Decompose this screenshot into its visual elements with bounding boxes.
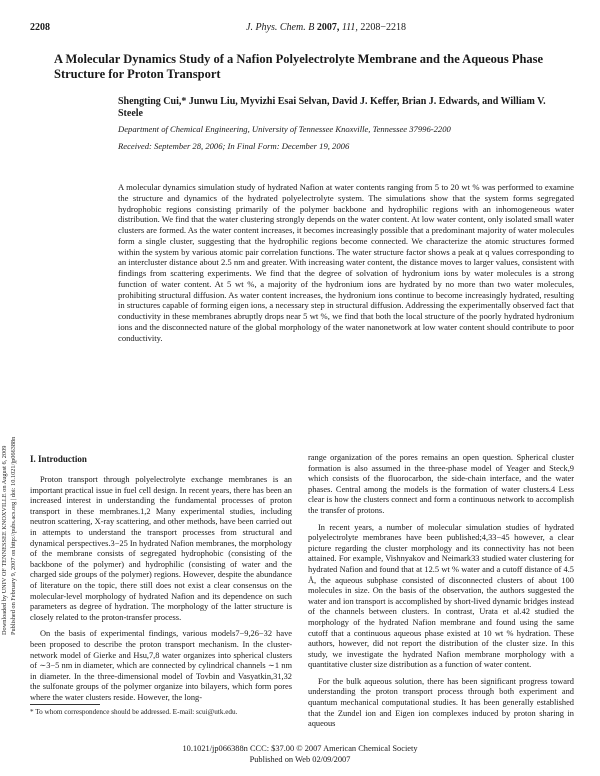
right-column xyxy=(308,453,574,730)
footnote-divider xyxy=(30,704,100,705)
received-dates: Received: September 28, 2006; In Final Form: December 19, 2006 xyxy=(118,141,350,151)
journal-pages: 2208−2218 xyxy=(360,22,406,33)
journal-citation xyxy=(246,22,406,33)
abstract: A molecular dynamics simulation study of hydrated Nafion at water contents ranging from 5 to 20 wt % was performed to examine the structure and dynamics of the hydrated polyelectrolyte system. The simulations show that the system forms segregated hydrophobic regions consisting primarily of the polymer backbone and hydrophilic regions with an inhomogeneous water distribution. We find that the water clustering strongly depends on the water content. At low water content, only isolated small water clusters are formed. As the water content increases, it becomes increasingly possible that a predominant majority of water molecules form a single cluster, suggesting that the hydrophilic regions become connected. We characterize the atomic structures formed within the system by various atomic pair correlation functions. The water structure factor shows a peak at q values corresponding to an intercluster distance about 2.5 nm and greater. With increasing water content, the distance moves to larger values, consistent with findings from scattering experiments. We find that the degree of solvation of hydronium ions by water molecules is a strong function of water content. At 5 wt %, a majority of the hydronium ions are hydrated by no more than two water molecules, prohibiting structural diffusion. As water content increases, the hydronium ions continue to become increasingly hydrated, resulting in structures capable of forming eigen ions, a necessary step in structural diffusion. Addressing the experimentally observed fact that conductivity in these membranes abruptly drops near 5 wt %, we find that both the local structure of the poorly hydrated hydronium ions and the disconnected nature of the global morphology of the water nanonetwork at low water content should contribute to poor conductivity. xyxy=(118,182,574,343)
journal-volume: 111, xyxy=(341,22,358,33)
download-watermark: Downloaded by UNIV OF TENNESSEE KNOXVILLE on August 6, 2009 xyxy=(1,445,8,635)
article-title: A Molecular Dynamics Study of a Nafion Polyelectrolyte Membrane and the Aqueous Phase Structure for Proton Transport xyxy=(54,52,544,81)
paragraph: On the basis of experimental findings, various models7−9,26−32 have been proposed to describe the proton transport mechanism. In the cluster-network model of Gierke and Hsu,7,8 water organizes into spherical clusters of ∼3−5 nm in diameter, which are connected by cylindrical channels ∼1 nm in diameter. In the three-dimensional model of Tovbin and Vasyatkin,31,32 the sulfonate groups of the polymer organize into bilayers, which form pores where the water clusters reside. However, the long- xyxy=(30,629,292,702)
published-date: Published on Web 02/09/2007 xyxy=(249,755,351,764)
journal-year: 2007, xyxy=(316,22,340,33)
page-number: 2208 xyxy=(30,22,50,33)
author-list: Shengting Cui,* Junwu Liu, Myvizhi Esai Selvan, David J. Keffer, Brian J. Edwards, and William V. Steele xyxy=(118,96,546,119)
journal-name: J. Phys. Chem. B xyxy=(246,22,315,33)
paragraph: For the bulk aqueous solution, there has been significant progress toward understanding the proton transport process through both experiment and quantum mechanical computational studies. It has been generally established that the Zundel ion and Eigen ion complexes induced by proton sharing in aqueous xyxy=(308,676,574,729)
introduction-heading: I. Introduction xyxy=(30,454,87,464)
doi-copyright: 10.1021/jp066388n CCC: $37.00 © 2007 American Chemical Society xyxy=(182,744,418,753)
publication-watermark: Published on February 9, 2007 on http://pubs.acs.org | doi: 10.1021/jp066388n xyxy=(10,436,17,635)
paragraph: Proton transport through polyelectrolyte exchange membranes is an important practical issue in fuel cell design. In recent years, there has been an increased interest in understanding the fundamental processes of proton transport in these membranes.1,2 Many experimental studies, including neutron scattering, X-ray scattering, and other methods, have been carried out in attempts to understand the transport processes from structural and dynamical perspectives.3−25 In hydrated Nafion membranes, the morphology of the membrane consists of segregated hydrophobic (consisting of the backbone of the polymer) and hydrophilic (consisting of water and the charged side groups of the polymer) regions. However, despite the abundance of literature on the topic, there still does not exist a clear consensus on the molecular-level morphology of hydrated Nafion and its dependence on such parameters as degree of hydration. The morphology of the latter structure is closely related to the proton-transfer process. xyxy=(30,475,292,622)
correspondence-footnote: * To whom correspondence should be addressed. E-mail: scui@utk.edu. xyxy=(30,708,238,716)
affiliation: Department of Chemical Engineering, University of Tennessee Knoxville, Tennessee 37996-2200 xyxy=(118,124,451,134)
left-column xyxy=(30,475,292,703)
paragraph: range organization of the pores remains an open question. Spherical cluster formation is also assumed in the three-phase model of Yeager and Steck,9 which consists of the fluorocarbon, the side-chain interface, and the water phases. Central among the models is the formation of water clusters.4 Less clear is how the clusters connect and form a continuous network to accomplish the transfer of protons. xyxy=(308,453,574,515)
paragraph: In recent years, a number of molecular simulation studies of hydrated polyelectrolyte membranes have been published;4,33−45 however, a clear picture regarding the cluster morphology and its connectivity has not been attained. For example, Vishnyakov and Neimark33 studied water clustering for hydrated Nafion and found that at 12.5 wt % water and a cutoff distance of 4.5 Å, the aqueous subphase consisted of disconnected clusters of about 100 molecules in size. On the basis of the observation, the authors suggested the water and ion transport is accomplished by short-lived dynamic bridges instead of the channels between clusters. In contrast, Urata et al.42 studied the morphology of the hydrated Nafion membrane and found using the same cutoff that a continuous aqueous phase existed at 10 wt % hydration. These authors, however, did not report the distribution of the cluster size. In this study, we investigate the hydrated Nafion membrane morphology with a quantitative cluster size distribution as a function of water content. xyxy=(308,522,574,670)
